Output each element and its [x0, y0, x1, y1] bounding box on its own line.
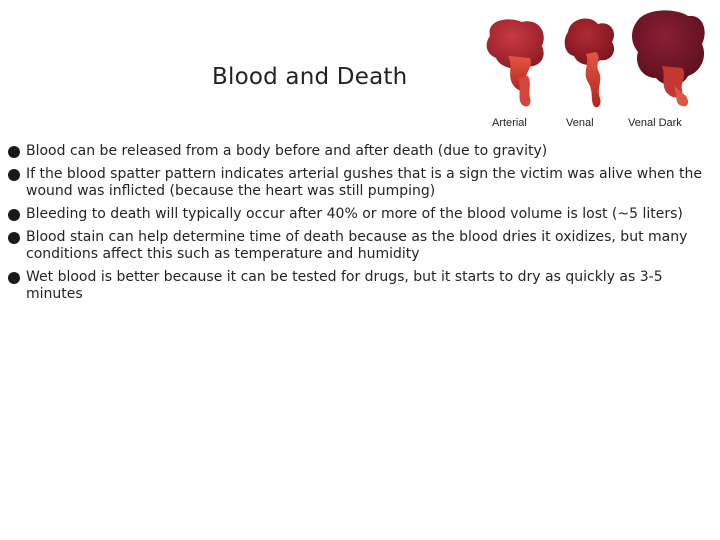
blood-samples-illustration	[478, 6, 718, 116]
venal-dark-sample	[632, 10, 705, 106]
bullet-text: Blood can be released from a body before and after death (due to gravity)	[26, 143, 548, 159]
caption-venal-dark: Venal Dark	[628, 117, 682, 129]
bullet-text: Bleeding to death will typically occur after 40% or more of the blood volume is lost (~5 liters)	[26, 206, 683, 222]
bullet-item	[8, 229, 716, 263]
caption-arterial: Arterial	[492, 117, 527, 129]
bullet-dot-icon	[8, 272, 20, 284]
bullet-item	[8, 206, 716, 223]
bullet-item	[8, 143, 716, 160]
slide-title: Blood and Death	[212, 64, 408, 90]
blood-samples-figure	[478, 6, 718, 136]
bullet-item	[8, 269, 716, 303]
bullet-dot-icon	[8, 232, 20, 244]
venal-sample	[565, 18, 614, 107]
bullet-item	[8, 166, 716, 200]
arterial-sample	[487, 19, 544, 106]
bullet-dot-icon	[8, 146, 20, 158]
bullet-dot-icon	[8, 209, 20, 221]
bullet-text: Blood stain can help determine time of death because as the blood dries it oxidizes, but many conditions affect this such as temperature and humidity	[26, 229, 688, 262]
bullet-list	[8, 143, 716, 309]
caption-venal: Venal	[566, 117, 594, 129]
bullet-text: If the blood spatter pattern indicates arterial gushes that is a sign the victim was alive when the wound was inflicted (because the heart was still pumping)	[26, 166, 702, 199]
bullet-text: Wet blood is better because it can be tested for drugs, but it starts to dry as quickly as 3-5 minutes	[26, 269, 663, 302]
bullet-dot-icon	[8, 169, 20, 181]
